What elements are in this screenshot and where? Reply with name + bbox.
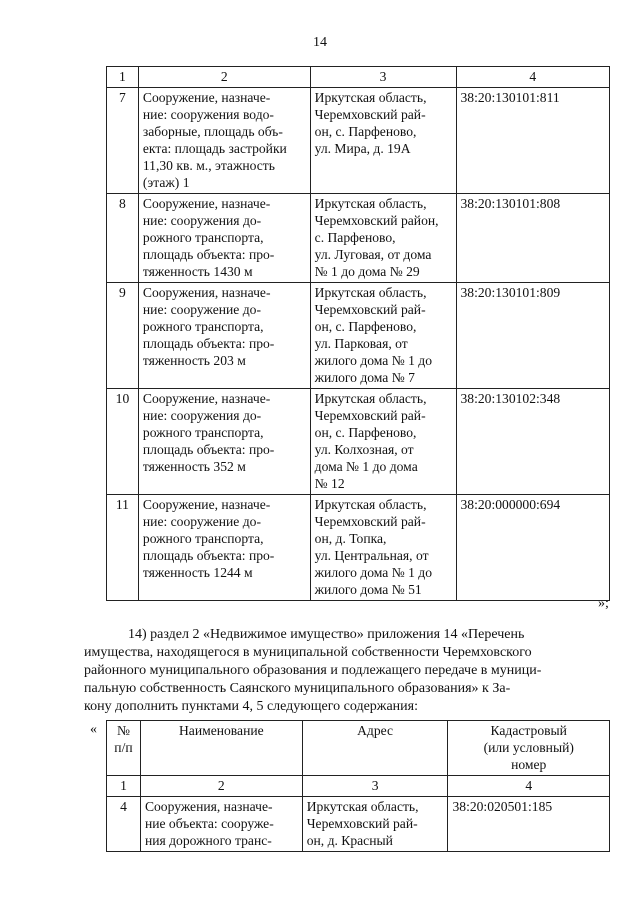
object-name: [138, 495, 310, 601]
opening-quote-mark: «: [90, 722, 97, 737]
object-name-line: ние: сооружение до-: [142, 302, 261, 317]
header-cadastral: Кадастровый (или условный) номер: [448, 721, 610, 776]
paragraph-line: пальную собственность Саянского муниципального образования» к За-: [84, 681, 511, 696]
object-name-line: ние: сооружение до-: [142, 514, 261, 529]
header-row: [107, 721, 610, 776]
object-address: [310, 283, 456, 389]
closing-quote-mark: »;: [598, 596, 609, 611]
object-address-line: Черемховский рай-: [314, 514, 426, 529]
object-address-line: Черемховский рай-: [314, 302, 426, 317]
column-number-1: 1: [107, 67, 139, 88]
object-address-line: жилого дома № 1 до: [314, 565, 433, 580]
object-name-line: площадь объекта: про-: [142, 442, 275, 457]
object-name: [138, 88, 310, 194]
object-address-line: ул. Колхозная, от: [314, 442, 414, 457]
object-name-line: 11,30 кв. м., этажность: [142, 158, 275, 173]
object-address-line: Иркутская область,: [314, 497, 427, 512]
object-address: [310, 495, 456, 601]
object-address-line: ул. Луговая, от дома: [314, 247, 432, 262]
object-name-line: Сооружение, назначе-: [142, 90, 271, 105]
table-row: [107, 389, 610, 495]
object-address-line: Иркутская область,: [306, 799, 419, 814]
object-name-line: екта: площадь застройки: [142, 141, 287, 156]
column-number-4: 4: [448, 776, 610, 797]
object-name-line: рожного транспорта,: [142, 230, 264, 245]
object-name-line: площадь объекта: про-: [142, 336, 275, 351]
cadastral-number: 38:20:130102:348: [456, 389, 610, 495]
paragraph-line: кону дополнить пунктами 4, 5 следующего содержания:: [84, 699, 418, 714]
object-address: [310, 389, 456, 495]
object-name-line: заборные, площадь объ-: [142, 124, 283, 139]
object-name-line: ния дорожного транс-: [144, 833, 272, 848]
object-address-line: Черемховский рай-: [314, 408, 426, 423]
paragraph-line: районного муниципального образования и подлежащего передаче в муници-: [84, 663, 542, 678]
object-name-line: Сооружение, назначе-: [142, 391, 271, 406]
object-name-line: Сооружение, назначе-: [142, 196, 271, 211]
column-number-4: 4: [456, 67, 610, 88]
paragraph-line: 14) раздел 2 «Недвижимое имущество» приложения 14 «Перечень: [128, 627, 525, 642]
object-address-line: он, с. Парфеново,: [314, 425, 417, 440]
object-name-line: ние объекта: сооруже-: [144, 816, 274, 831]
row-number: 11: [107, 495, 139, 601]
object-name: [138, 283, 310, 389]
amendment-paragraph: [84, 626, 608, 716]
property-table-new-items: [106, 720, 610, 852]
object-address-line: Черемховский рай-: [306, 816, 418, 831]
object-name: [138, 194, 310, 283]
object-name-line: тяженность 1244 м: [142, 565, 253, 580]
row-number: 9: [107, 283, 139, 389]
object-name-line: тяженность 1430 м: [142, 264, 253, 279]
column-number-2: 2: [140, 776, 302, 797]
header-number: № п/п: [107, 721, 141, 776]
row-number: 10: [107, 389, 139, 495]
object-address-line: с. Парфеново,: [314, 230, 396, 245]
column-number-row: [107, 776, 610, 797]
row-number: 4: [107, 797, 141, 852]
object-address-line: Иркутская область,: [314, 90, 427, 105]
cadastral-number: 38:20:130101:808: [456, 194, 610, 283]
object-address-line: ул. Парковая, от: [314, 336, 408, 351]
header-name: Наименование: [140, 721, 302, 776]
object-name-line: площадь объекта: про-: [142, 548, 275, 563]
object-name-line: (этаж) 1: [142, 175, 190, 190]
object-address-line: он, с. Парфеново,: [314, 319, 417, 334]
column-number-3: 3: [302, 776, 448, 797]
object-name-line: тяженность 352 м: [142, 459, 246, 474]
property-table-continued: [106, 66, 610, 601]
column-number-3: 3: [310, 67, 456, 88]
table-row: [107, 283, 610, 389]
cadastral-number: 38:20:020501:185: [448, 797, 610, 852]
object-address-line: он, с. Парфеново,: [314, 124, 417, 139]
table-row: [107, 797, 610, 852]
column-number-row: [107, 67, 610, 88]
object-address: [310, 88, 456, 194]
object-address-line: дома № 1 до дома: [314, 459, 418, 474]
object-address-line: Иркутская область,: [314, 285, 427, 300]
object-name-line: ние: сооружения водо-: [142, 107, 274, 122]
object-name-line: Сооружения, назначе-: [142, 285, 271, 300]
column-number-2: 2: [138, 67, 310, 88]
object-name-line: Сооружения, назначе-: [144, 799, 273, 814]
object-name: [140, 797, 302, 852]
object-address-line: он, д. Топка,: [314, 531, 387, 546]
header-address: Адрес: [302, 721, 448, 776]
object-address-line: жилого дома № 51: [314, 582, 422, 597]
object-address-line: ул. Мира, д. 19А: [314, 141, 411, 156]
object-address: [302, 797, 448, 852]
column-number-1: 1: [107, 776, 141, 797]
object-name: [138, 389, 310, 495]
object-address-line: Черемховский рай-: [314, 107, 426, 122]
page-number: 14: [313, 35, 327, 50]
object-address-line: № 12: [314, 476, 345, 491]
object-address-line: Иркутская область,: [314, 196, 427, 211]
object-name-line: ние: сооружения до-: [142, 408, 262, 423]
row-number: 7: [107, 88, 139, 194]
object-address-line: № 1 до дома № 29: [314, 264, 420, 279]
object-name-line: рожного транспорта,: [142, 425, 264, 440]
object-address-line: жилого дома № 1 до: [314, 353, 433, 368]
table-row: [107, 88, 610, 194]
table-row: [107, 495, 610, 601]
object-address-line: жилого дома № 7: [314, 370, 415, 385]
object-name-line: рожного транспорта,: [142, 319, 264, 334]
cadastral-number: 38:20:130101:809: [456, 283, 610, 389]
object-address: [310, 194, 456, 283]
cadastral-number: 38:20:000000:694: [456, 495, 610, 601]
object-name-line: ние: сооружения до-: [142, 213, 262, 228]
row-number: 8: [107, 194, 139, 283]
cadastral-number: 38:20:130101:811: [456, 88, 610, 194]
object-name-line: тяженность 203 м: [142, 353, 246, 368]
paragraph-line: имущества, находящегося в муниципальной собственности Черемховского: [84, 645, 532, 660]
table-row: [107, 194, 610, 283]
object-name-line: площадь объекта: про-: [142, 247, 275, 262]
object-address-line: он, д. Красный: [306, 833, 393, 848]
object-address-line: Иркутская область,: [314, 391, 427, 406]
object-name-line: рожного транспорта,: [142, 531, 264, 546]
object-address-line: Черемховский район,: [314, 213, 439, 228]
object-address-line: ул. Центральная, от: [314, 548, 429, 563]
object-name-line: Сооружение, назначе-: [142, 497, 271, 512]
